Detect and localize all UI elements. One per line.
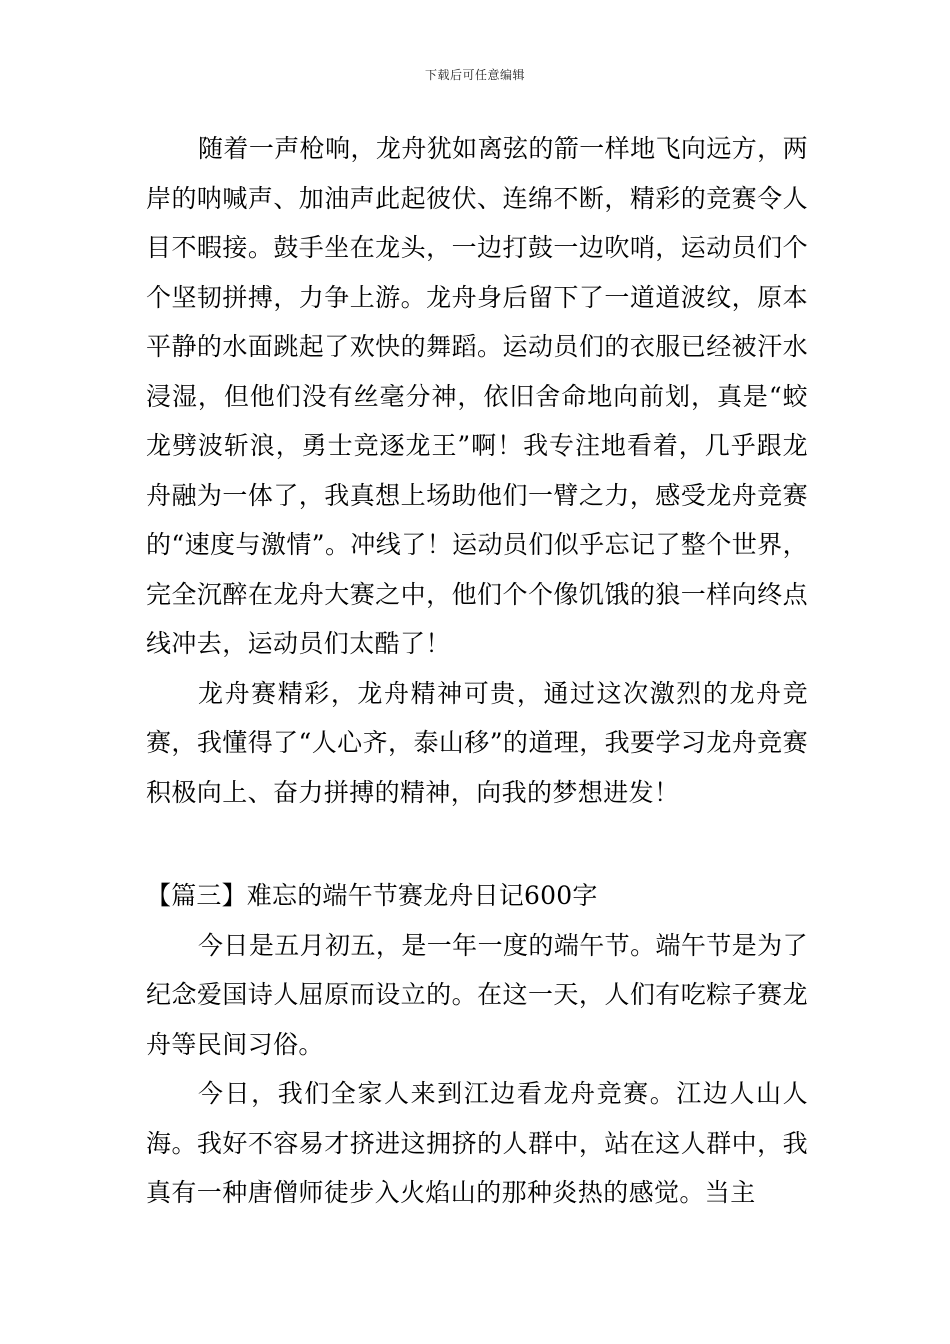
paragraph-riverside: 今日，我们全家人来到江边看龙舟竞赛。江边人山人海。我好不容易才挤进这拥挤的人群中，站在这人群中，我真有一种唐僧师徒步入火焰山的那种炎热的感觉。当主 <box>146 1079 808 1207</box>
section-heading: 【篇三】难忘的端午节赛龙舟日记600字 <box>146 881 598 910</box>
document-body <box>146 124 808 1218</box>
paragraph-festival-intro: 今日是五月初五，是一年一度的端午节。端午节是为了纪念爱国诗人屈原而设立的。在这一天，人们有吃粽子赛龙舟等民间习俗。 <box>146 930 808 1059</box>
paragraph-race: 随着一声枪响，龙舟犹如离弦的箭一样地飞向远方，两岸的呐喊声、加油声此起彼伏、连绵不断，精彩的竞赛令人目不暇接。鼓手坐在龙头，一边打鼓一边吹哨，运动员们个个坚韧拼搏，力争上游。龙舟身后留下了一道道波纹，原本平静的水面跳起了欢快的舞蹈。运动员们的衣服已经被汗水浸湿，但他们没有丝毫分神，依旧舍命地向前划，真是“蛟龙劈波斩浪，勇士竞逐龙王”啊！我专注地看着，几乎跟龙舟融为一体了，我真想上场助他们一臂之力，感受龙舟竞赛的“速度与激情”。冲线了！运动员们似乎忘记了整个世界，完全沉醉在龙舟大赛之中，他们个个像饥饿的狼一样向终点线冲去，运动员们太酷了！ <box>146 134 808 658</box>
page-header-note: 下载后可任意编辑 <box>424 68 525 82</box>
paragraph-reflection: 龙舟赛精彩，龙舟精神可贵，通过这次激烈的龙舟竞赛，我懂得了“人心齐，泰山移”的道理，我要学习龙舟竞赛积极向上、奋力拼搏的精神，向我的梦想进发！ <box>146 678 808 807</box>
section-spacer <box>146 817 808 871</box>
